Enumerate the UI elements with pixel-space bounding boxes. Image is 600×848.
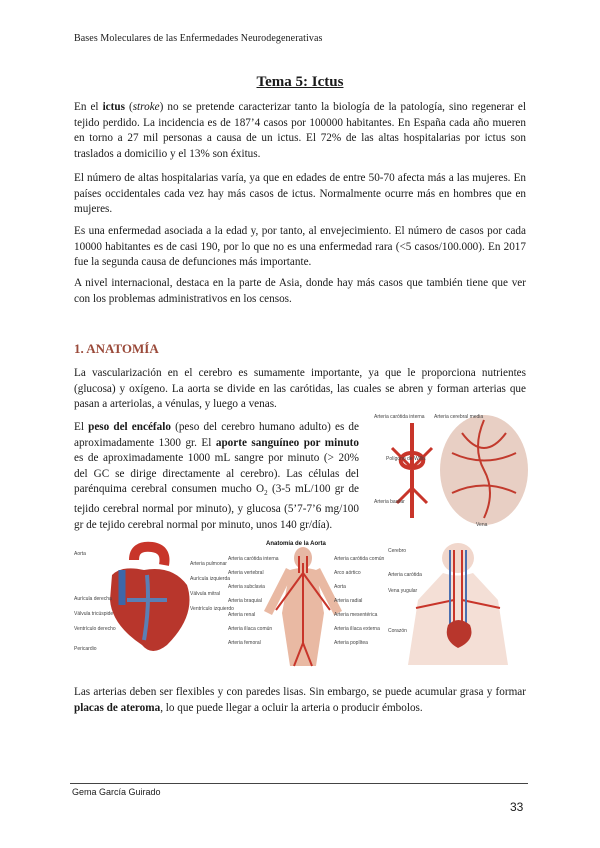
heart-anatomy-figure — [72, 545, 232, 660]
page-number: 33 — [510, 800, 524, 814]
aorta-left-label-6: Arteria femoral — [228, 640, 261, 646]
aorta-right-label-5: Arteria ilíaca externa — [334, 626, 380, 632]
aorta-left-label-5: Arteria ilíaca común — [228, 626, 273, 632]
heart-label-8: Pericardio — [74, 646, 97, 652]
brain-label-0: Arteria carótida interna — [374, 414, 425, 420]
brain-label-4: Vena — [476, 522, 488, 528]
aorta-anatomy-figure — [228, 538, 385, 668]
brain-label-2: Polígono de Willis — [386, 456, 426, 462]
heart-label-1: Arteria pulmonar — [190, 561, 227, 567]
running-header: Bases Moleculares de las Enfermedades Neurodegenerativas — [74, 33, 323, 44]
circulation-label-2: Vena yugular — [388, 588, 418, 594]
intro-paragraph-3: Es una enfermedad asociada a la edad y, por tanto, al envejecimiento. El número de casos por cada 10000 habitantes es de casi 190, por lo que no es una enfermedad rara (<5 casos/100.000). En 2017 fue la segunda causa de defunciones más importante. — [74, 225, 526, 269]
section-heading-anatomia: 1. ANATOMÍA — [74, 341, 159, 356]
intro-paragraph-2: El número de altas hospitalarias varía, ya que en edades de entre 50-70 afecta más a las mujeres. En países occidentales cada vez hay más casos de ictus. Normalmente ocurre más en hombres que en mujeres. — [74, 172, 526, 216]
anatomy-paragraph-1: La vascularización en el cerebro es sumamente importante, ya que le proporciona nutrientes (glucosa) y oxígeno. La aorta se divide en las carótidas, las cuales se abren y forman arterias que pasan a arteriolas, a vénulas, y luego a venas. — [74, 367, 526, 411]
heart-label-4: Ventrículo izquierdo — [190, 606, 234, 612]
intro-paragraph-4: A nivel internacional, destaca en la parte de Asia, donde hay más casos que también tiene que ver con los problemas administrativos en los censos. — [74, 277, 526, 305]
brain-vasculature-figure — [372, 408, 532, 528]
heart-label-7: Ventrículo derecho — [74, 626, 116, 632]
heart-label-5: Aurícula derecha — [74, 596, 112, 602]
footer-divider — [70, 783, 528, 784]
aorta-left-label-4: Arteria renal — [228, 612, 256, 618]
anatomy-paragraph-2: El peso del encéfalo (peso del cerebro humano adulto) es de aproximadamente 1300 gr. El aporte sanguíneo por minuto es de aproximadamente 1000 mL sangre por minuto (> 20% del GC se dirige directamente al cerebro). Las células del parénquima cerebral consumen mucho $O_2$ (3-5 mL/100 gr de tejido cerebral normal por minuto), y glucosa (5’7-7’6 mg/100 gr de tejido cerebral normal por minuto, unos 140 gr/día). — [74, 421, 359, 531]
aorta-left-label-3: Arteria braquial — [228, 598, 262, 604]
heart-label-0: Aorta — [74, 551, 86, 557]
footer-author: Gema García Guirado — [72, 787, 161, 797]
aorta-right-label-3: Arteria radial — [334, 598, 363, 604]
aorta-left-label-0: Arteria carótida interna — [228, 556, 279, 562]
circulation-label-1: Arteria carótida — [388, 572, 422, 578]
circulation-label-0: Cerebro — [388, 548, 407, 554]
circulation-label-3: Corazón — [388, 628, 407, 634]
aorta-right-label-0: Arteria carótida común — [334, 556, 385, 562]
page-title: Tema 5: Ictus — [256, 74, 344, 90]
aorta-right-label-4: Arteria mesentérica — [334, 612, 378, 618]
circulation-figure — [388, 540, 528, 665]
brain-label-1: Arteria cerebral media — [434, 414, 484, 420]
heart-label-3: Válvula mitral — [190, 591, 221, 597]
heart-label-6: Válvula tricúspide — [74, 611, 114, 617]
aorta-left-label-1: Arteria vertebral — [228, 570, 264, 576]
heart-label-2: Aurícula izquierda — [190, 576, 231, 582]
anatomy-paragraph-3: Las arterias deben ser flexibles y con paredes lisas. Sin embargo, se puede acumular grasa y formar placas de ateroma, lo que puede llegar a ocluir la arteria o producir émbolos. — [74, 686, 526, 714]
torso-silhouette — [408, 573, 508, 665]
intro-paragraph-1: En el ictus (stroke) no se pretende caracterizar tanto la biología de la patología, sino regenerar el tejido perdido. La incidencia es de 187’4 casos por 100000 habitantes. En España cada año mueren en torno a 27 mil personas a causa de un ictus. El 72% de las altas hospitalarias por ictus son traslados a domicilio y el 13% son éxitus. — [74, 101, 526, 160]
aorta-figure-title: Anatomía de la Aorta — [266, 541, 326, 547]
aorta-right-label-2: Aorta — [334, 584, 346, 590]
aorta-right-label-1: Arco aórtico — [334, 570, 361, 576]
brain-label-3: Arteria basilar — [374, 499, 405, 505]
aorta-left-label-2: Arteria subclavia — [228, 584, 265, 590]
aorta-right-label-6: Arteria poplítea — [334, 640, 368, 646]
